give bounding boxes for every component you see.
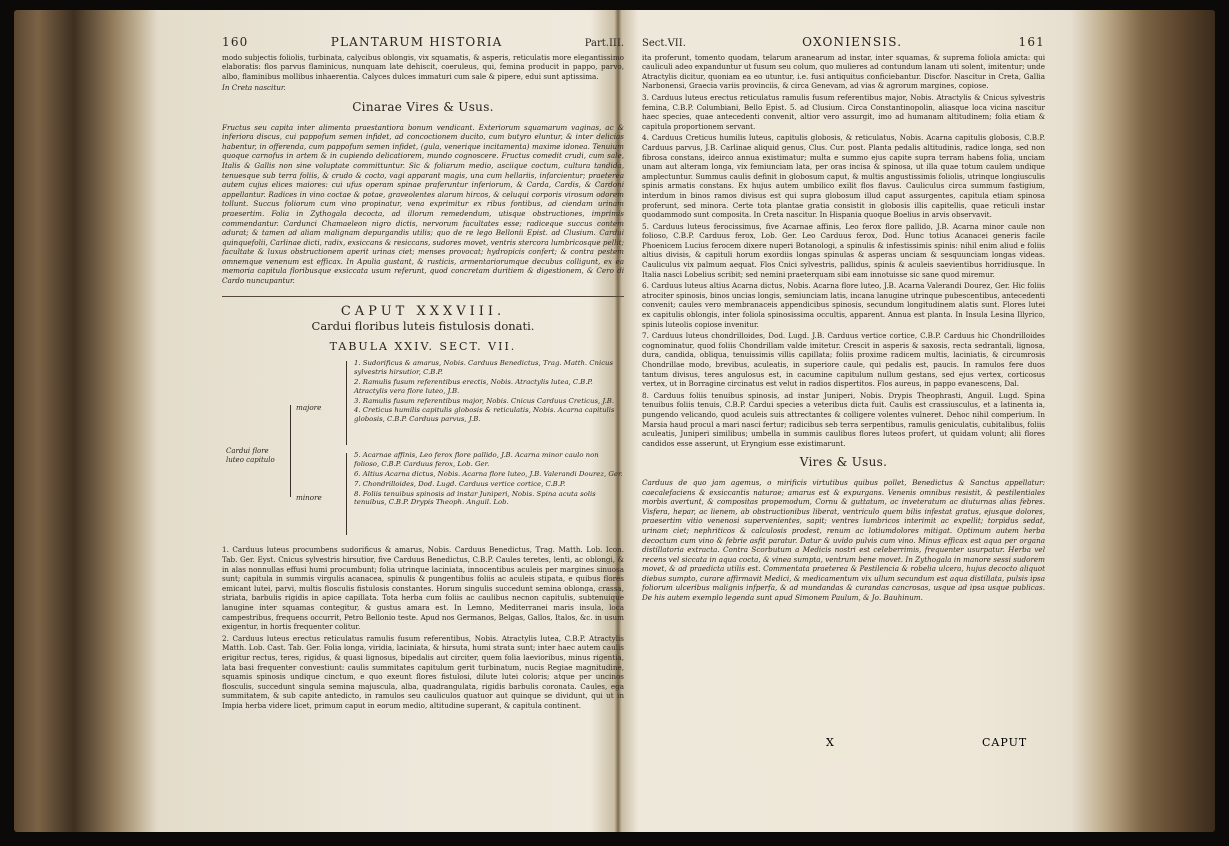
key-minor-label: minore xyxy=(296,493,322,503)
paragraph-4: 4. Carduus Creticus humilis luteus, capitulis globosis, & reticulatus, Nobis. Acarna capitulis globosis, C.B.P. Carduus parvus, J.B. Carlinae aliquid genus, Clus. Cur. post. Planta pedalis altitudinis, radice longa, sed non fibrosa constans, ideirco annua existimatur; multa e summo ejus capite supra terram habens folia, unciam unam aut alteram longa, vix femiunciam lata, per oras incisa & spinosa, ut illa quae totum caulem undique amplectuntur. Summus caulis definit in globosum caput, & multis angustissimis foliolis, utrinque longiusculis spinis armatis constans. Ex hujus autem umbilico exilit flos flavus. Cauliculus circa summum fastigium, interdum in binos ramos divisus est qui supra globosum illud caput assurgentes, capitula etiam spinosa proferunt, sed minora. Certe tota plantae gratia consistit in globosis illis capitellis, quae reticuli instar quodammodo sunt composita. In Creta nascitur. In Hispania quoque Boelius in arvis observavit. xyxy=(642,133,1045,220)
section-title-cinarae: Cinarae Vires & Usus. xyxy=(352,99,494,114)
key-brace-minor xyxy=(346,453,347,535)
section-text-cinarae: Fructus seu capita inter alimenta praestantiora bonum vendicant. Exteriorum squamarum vaginas, ac & inferiora discus, cui pappofum semen infidet, ad concoctionem ducito, cum butyro eluntur, & inter delicias habentur, in offerenda, cum pappofum semen infidet, (gula, venerique incitamenta) maxime idonea. Tenuium quoque carnofus in artem & in cupiendo delicatiorem, mundo cognoscere. Fructus comedit crudi, cum sale, Italis & Gallis non sine voluptate committuntur. Sic & foliarum medio, asciique coctum, cultura tandida, tenuesque sub terra foliis, & crudo & cocto, vagi apparant magis, una cum hellariis, infarcientur; praeterea autem cujus elices maiores: cui ufus operam spinae praferuntur inferiorum, & Carda, Cardis, & Cardoni appellantur. Radices in vino coctae & potae, graveolentes alarum hircos, & celuqui corporis virosum odorem tollunt. Succus foliorum cum vino propinatur, vena exprimitur ex ribus fontibus, ad ciendam urinam praesertim. Folia in Zythogala decocta, ad illorum remedendum, utisque obstructiones, imprimis commendantur. Cardunci Chamaeleon nigro dictis, nervorum facultates esse; radiceque succus contem adurat; & tamen ad aliam malignam depurgandis utilis; quo de re lego Bellonii Epist. ad Clusium. Cardui quinquefolii, Carlinae dicti, radix, exsiccans & resiccans, sudores movet, ventris stercora lumbricosque pellit; facultate & luxus obstructionem aperit urinas ciet; menses provocat; hydropicis confert; & contra pestem omnemque venenum est efficax. In Apulia gustant, & rusticis, armentariorumque decubus colligunt, ex ea memoria capitula floribusque exsiccata usum referunt, quod concretam duritiem & digestionem, & Cero di Cardo nuncupantur. xyxy=(222,122,624,286)
catchword-caput: CAPUT xyxy=(982,736,1028,749)
key-item: 4. Creticus humilis capitulis globosis & reticulatis, Nobis. Acarna capitulis globosis, C.B.P. Carduus parvus, J.B. xyxy=(354,406,615,424)
section-title-vires: Vires & Usus. xyxy=(799,455,888,470)
key-item: 2. Ramulis fusum referentibus erectis, Nobis. Atractylis lutea, C.B.P. Atractylis vera flore luteo, J.B. xyxy=(354,378,593,395)
key-brace-root xyxy=(290,405,291,497)
paragraph-2: 2. Carduus luteus erectus reticulatus ramulis fusum referentibus, Nobis. Atractylis lutea, C.B.P. Atractylis Matth. Lob. Cast. Tab. Ger. Folia longa, viridia, laciniata, & hirsuta, humi strata sunt; inter haec autem caulis erigitur rectus, teres, rigidus, & quasi lignosus, bipedalis aut circiter, quem folia laevioribus, minus rigentia, lata basi frequenter convestiunt: caulis summitates capitulum gerit turbinatum, nucis Regiae magnitudine, squamis spinosis undique cinctum, e quo exeunt flores fistulosi, dilute lutei coloris; atque per uncinos flosculis, succedunt singula semina majuscula, alba, quadrangulata, rigidis barbulis coronata. Caules, ega summitatem, & sub capite antedicto, in ramulos seu cauliculos quatuor aut quinque se dividunt, qui ut in Impia herba videre licet, primum caput in eorum medio, altitudine superant, & capitula continent. xyxy=(222,633,624,710)
intro-text-left: modo subjectis foliolis, turbinata, calycibus oblongis, vix squamatis, & asperis, reticulatis more elegantissimo elaboratis: flos parvus flaminicus, nunquam late dehiscit, coeruleus, qui, femina producit in pappo, parvo, albo, flaminibus mollibus inhaerentia. Calyces dulces immaturi cum sale & pipere, edui sunt aptissima. xyxy=(222,52,624,81)
key-brace-major xyxy=(346,361,347,445)
page-number-left: 160 xyxy=(222,35,249,49)
left-page-header xyxy=(222,35,624,49)
open-book xyxy=(14,10,1215,832)
key-item: 1. Sudorificus & amarus, Nobis. Carduus Benedictus, Trag. Matth. Cnicus sylvestris hirsutior, C.B.P. xyxy=(354,359,614,377)
sect-label: Sect.VII. xyxy=(642,38,686,49)
paragraph-8: 8. Carduus foliis tenuibus spinosis, ad instar Juniperi, Nobis. Drypis Theophrasti, Anguil. Lugd. Spina tenuibus foliis tenuis, C.B.P. Cardui species a veteribus dicta fuit. Caulis est crassiusculus, et a latinenta ia, pungendo velicando, quod aculeis suis attrectantes & colligere volentes vulneret. Dehoc nihil comperium. In Marsia haud procul a mari nasci fertur; radicibus seb terra serpentibus, ramulis geniculatis, cubitalibus, foliis aculeatis, Juniperi similibus; umbella in summis caulibus flores luteos profert, ut quidam volunt; alii flores candidos esse asserunt, ut Eryngium esse existimarunt. xyxy=(642,390,1045,448)
running-title-left: PLANTARUM HISTORIA xyxy=(330,35,503,49)
key-minor-list xyxy=(354,451,626,508)
chapter-title: CAPUT XXXVIII. xyxy=(340,303,506,319)
key-item: 5. Acarnae affinis, Leo ferox flore pallido, J.B. Acarna minor caulo non folioso, C.B.P. Carduus ferox, Lob. Ger. xyxy=(354,451,599,469)
running-title-right: OXONIENSIS. xyxy=(802,35,903,49)
right-page xyxy=(642,35,1045,605)
catchword-x: X xyxy=(826,736,835,749)
page-number-right: 161 xyxy=(1018,35,1045,49)
key-item: 7. Chondrilloides, Dod. Lugd. Carduus vertice cortice, C.B.P. xyxy=(354,479,566,488)
key-major-label: majore xyxy=(296,403,322,413)
key-item: 8. Foliis tenuibus spinosis ad instar Juniperi, Nobis. Spina acuta solis tenuibus, C.B.P. Drypis Theoph. Anguil. Lob. xyxy=(354,489,596,507)
paragraph-5: 5. Carduus luteus ferocissimus, five Acarnae affinis, Leo ferox flore pallido, J.B. Acarna minor caule non folioso, C.B.P. Carduus ferox, Lob. Ger. Leo Carduus ferox, Dod. Hunc totius Acanacei generis facile Phoenicem Lucius ferocem dixere nuperi Botanologi, a spinulis & infestissimis spinis: nihil enim aliud e foliis altius divisis, & capituli horum exordiis longas spinulas & asperas unciam & sesquunciam longas videas. Cauliculus vix palmum aequat. Flos Cnici sylvestris, pallidus, spinis & aculeis saevientibus horridiusque. In Italia nasci Lobelius scribit; sed nemini praeterquam sibi eam innotuisse sic sane quod miremur. xyxy=(642,221,1045,279)
chapter-subtitle: Cardui floribus luteis fistulosis donati. xyxy=(311,319,535,334)
tabula-heading: TABULA XXIV. SECT. VII. xyxy=(329,339,517,353)
key-root-label: Cardui flore luteo capitulo xyxy=(226,447,275,465)
key-major-list xyxy=(354,359,626,425)
intro-text-right: ita proferunt, tomento quodam, telarum aranearum ad instar, inter squamas, & suprema foliola amicta: qui cauliculi adeo expanduntur ut fusum seu colum, quo mulieres ad contundum lanam uti solent, imitentur; unde Atractylis dicitur, quoniam ea eo utuntur, i.e. fusi antiquitus conficiebantur. Discfor. Nascitur in Creta, Gallia Narbonensi, Graecia variis provinciis, & circa Genevam, ad vias & agrorum margines, copiose. xyxy=(642,52,1045,91)
intro-location-left: In Creta nascitur. xyxy=(222,83,286,93)
paragraph-7: 7. Carduus luteus chondrilloides, Dod. Lugd. J.B. Carduus vertice cortice, C.B.P. Carduus hic Chondrilloides cognominatur, quod foliis Chondrillam valde imitetur. Crescit in asperis & saxosis, recta sedrantali, lignosa, dura, candida, obliqua, tenuissimis villis capillata; foliis proxime radicem multis, laciniatis, & circumrosis Chondrillae modo, brevibus, aculeatis, in superiore caule, qui pedalis est, paucis. In ramulos fere duos tantum divisus, teres angulosus est, in cacumine capitulum nullum gestans, sed ejus vertex, corticosus vertex, ut in Borragine circinatus est velut in radios dispertitos. Flos aureus, in pappo evanescens, Dal. xyxy=(642,331,1045,389)
paragraph-6: 6. Carduus luteus altius Acarna dictus, Nobis. Acarna flore luteo, J.B. Acarna Valerandi Dourez, Ger. Hic foliis atrociter spinosis, binos uncias longis, semiunciam latis, incana lanugine utrinque pubescentibus, antecedenti convenit; caules vero membranaceis appendicibus spinosis, secundum longitudinem alatis sunt. Flores lutei ex capitulis oblongis, inter foliola spinosissima occultis, apparent. Annua est planta. In Insula Lesina Illyrico, spinis luteolis copiose invenitur. xyxy=(642,281,1045,329)
section-text-vires: Carduus de quo jam agemus, o mirificis virtutibus quibus pollet, Benedictus & Sanctus appellatur: caecalefaciens & exsiccantis naturae; amarus est & expurgans. Venenis omnibus resistit, & pestilentiales morbis avertunt, & compositas propemodum, Cornu & guttatum, ac inveteratum ac diuturnas alias febres. Visfera, hepar, ac lienem, ab obstructionibus liberat, ventriculo quem bilis infestat gratus, ejusque dolores, praesertim vitio venenosi supervenientes, sapit; ventres lumbricos interimit ac expellit; torpidus sedat, urinam ciet; nephriticos & calculosis prodest, renum ac lotiumdolores mitigat. Optimum autem herba decoctum cum vino & febrie asfit paratur. Datur & uvido pulvis cum vino. Minus efficax est aqua per organa distillatoria extracta. Contra Scorbutum a Medicis nostri est celeberrimis, frequenter usurpatur. Herba vel recens vel siccata in aqua cocta, & vinea sumpta, ventrum bene movet. In Zythogala in manore sessi sudorem movet, & ad praedicta utilis est. Commentata praeterea & Pestilencia & robelia ulcera, hujus decocto aliquot diebus sumpto, curare affirmavit Medici, & medicamentum vix ullum secundum est aqua distillata, pulsis ipsa foliorum ulceribus malignis infperfa, & ad mundandas & curandas cancrosas, usque ad ipsa usque publicas. De his autem exemplo legenda sunt apud Simonem Paulum, & Jo. Bauhinum. xyxy=(642,477,1045,603)
left-page xyxy=(222,35,624,713)
paragraph-3: 3. Carduus luteus erectus reticulatus ramulis fusum referentibus major, Nobis. Atractylis & Cnicus sylvestris femina, C.B.P. Columbiani, Bello Epist. 5. ad Clusium. Circa Constantinopolin, aliasque loca vicina nascitur haec species, quae antecedenti convenit, altior vero assurgit, imo ad humanam altitudinem; folia etiam & capitula proportionem servant. xyxy=(642,92,1045,131)
part-label: Part.III. xyxy=(584,38,624,49)
key-item: 3. Ramulis fusum referentibus major, Nobis. Cnicus Carduus Creticus, J.B. xyxy=(354,396,615,405)
right-page-header xyxy=(642,35,1045,49)
paragraph-1: 1. Carduus luteus procumbens sudorificus & amarus, Nobis. Carduus Benedictus, Trag. Matth. Lob. Icon. Tab. Ger. Eyst. Cnicus sylvestris hirsutior, five Carduus Benedictus, C.B.P. Caules teretes, lenti, ac oblongi, & in alas nonnullas effusi humi procumbunt; folia utrinque laciniata, innocentibus aculeis per margines sinuosa sunt; capitula in summis virgulis acanacea, spinulis & pungentibus foliis ac aculeis stipata, e quibus flores emicant lutei, parvi, multis flosculis fistulosis constantes. Horum singulis succedunt semina oblonga, crassa, striata, barbulis rigidis in apice capillata. Tota herba cum foliis ac caulibus necnon capitulis, subtenuique lanugine inter squamas contegitur, & gustus amara est. In Lemno, Mediterranei maris insula, loca campestribus, frequens occurrit, Petro Bellonio teste. Apud nos Germanos, Belgas, Gallos, Italos, &c. in usum exigentur, in hortis frequenter colitur. xyxy=(222,545,624,632)
classification-key xyxy=(222,359,624,537)
chapter-divider xyxy=(222,296,624,297)
key-item: 6. Altius Acarna dictus, Nobis. Acarna flore luteo, J.B. Valerandi Dourez, Ger. xyxy=(354,470,623,479)
